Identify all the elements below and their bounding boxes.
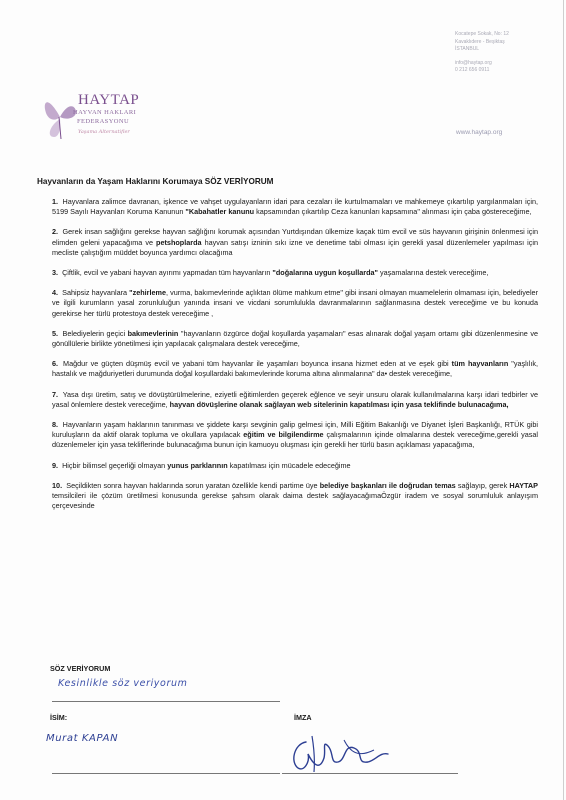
address-line: İSTANBUL: [455, 46, 480, 52]
pledge-label: SÖZ VERİYORUM: [50, 664, 111, 673]
handwritten-name: Murat KAPAN: [46, 733, 119, 744]
scan-edge: [563, 0, 564, 800]
pledge-line: [52, 701, 280, 702]
pledge-emphasis: "Kabahatler kanunu: [185, 207, 255, 217]
logo-subtitle-line2: FEDERASYONU: [77, 118, 130, 125]
pledge-text: kapatılması için mücadele edeceğime: [227, 460, 351, 470]
logo-subtitle-line1: HAYVAN HAKLARI: [73, 109, 137, 116]
address-line: 0 212 656 0911: [455, 67, 490, 73]
pledge-emphasis: "zehirleme: [129, 288, 167, 298]
name-label: İSİM:: [50, 713, 68, 722]
pledge-emphasis: bakımevlerinin: [127, 328, 179, 338]
pledge-number: 10.: [52, 480, 65, 490]
pledge-number: 9.: [52, 460, 61, 470]
pledge-text: Seçildikten sonra hayvan haklarında sorun yaratan özellikle kendi partime üye: [66, 480, 320, 490]
pledge-item: [52, 481, 538, 512]
pledge-text: Yasa dışı üretim, satış ve dövüştürülmelerine, eziyetli eğitimlerden geçerek eğlence ve seyir unsuru olarak kullanılmalarına karşı idari tedbirler ve yasal önlemlere destek vereceğime,: [52, 389, 539, 409]
pledge-item: [52, 288, 538, 319]
address-line: info@haytap.org: [455, 59, 492, 66]
pledge-item: [52, 227, 538, 258]
handwritten-pledge: Kesinlikle söz veriyorum: [58, 678, 188, 689]
pledge-emphasis: belediye başkanları ile doğrudan temas: [319, 480, 456, 490]
pledge-number: 5.: [52, 328, 61, 338]
pledge-number: 6.: [52, 359, 62, 369]
pledge-number: 7.: [52, 389, 61, 399]
pledge-item: [52, 461, 538, 471]
pledge-text: hayvan satışı izninin sıkı izne ve denetime tabi olması için gerekli yasal düzenlemeler yapılması için mecliste çalıştığım müddet boyunca yardımcı olacağıma: [52, 237, 538, 257]
pledge-item: [52, 420, 538, 451]
logo-tagline: Yaşama Alternatifler: [78, 129, 130, 135]
pledge-number: 4.: [52, 288, 61, 298]
pledge-number: 3.: [52, 268, 61, 278]
website-link[interactable]: www.haytap.org: [456, 129, 503, 136]
pledge-number: 1.: [52, 197, 61, 206]
pledge-emphasis: hayvan dövüşlerine olanak sağlayan web sitelerinin kapatılması için yasa teklifinde bulunacağıma,: [169, 399, 509, 409]
pledge-text: Gerek insan sağlığını gerekse hayvan sağlığını korumak açısından Yurtdışından ülkemize kaçak tüm evcil ve süs hayvanın girişinin önlenmesi için elimden geleni yapacağıma ve: [52, 227, 539, 247]
name-line: [52, 773, 280, 774]
pledge-text: Belediyelerin geçici: [62, 328, 128, 338]
pledge-item: [52, 390, 538, 410]
pledge-text: yaşamalarına destek vereceğime,: [378, 268, 489, 278]
pledge-text: , vurma, bakımevlerinde açlıktan ölüme mahkum etme" gibi insani olmayan muamelelerin olmaması için, belediyeler ve ilgili kurumların yasal zorunluluğun yanında insani ve vicdani sorumlulukla davranmalarının sağlanmasına destek vereceğime ve bu konuda gerekirse her türlü protestoya destek vereceğime ,: [52, 288, 539, 318]
pledge-text: Hiçbir bilimsel geçerliği olmayan: [62, 460, 168, 470]
pledge-text: Sahipsiz hayvanlara: [62, 288, 130, 298]
pledge-text: "hayvanların özgürce doğal koşullarda yaşamaları" esas alınarak doğal yaşam ortamı gibi düzenlenmesine ve gönüllülerie birlikte yönetilmesi için yapılacak çalışmalara destek vereceğime,: [52, 328, 538, 349]
butterfly-icon: [40, 87, 80, 147]
pledge-emphasis: petshoplarda: [156, 237, 202, 247]
pledge-text: "yaşlılık, hastalık ve mağduriyetleri durumunda doğal koşullardaki bakımevlerinde koruma altına alınmalarına" da• destek vereceğime,: [52, 359, 539, 379]
pledge-list: [52, 197, 538, 521]
pledge-item: [52, 329, 538, 349]
pledge-text: Mağdur ve güçten düşmüş evcil ve yabani tüm hayvanlar ile yaşamları boyunca insana hizmet eden at ve eşek gibi: [63, 359, 452, 369]
document-title: Hayvanların da Yaşam Haklarını Korumaya SÖZ VERİYORUM: [37, 177, 274, 186]
pledge-text: kapsamından çıkartılıp Ceza kanunları kapsamına" alınması için çaba göstereceğime,: [254, 207, 532, 217]
pledge-text: Çiftlik, evcil ve yabani hayvan ayırımı yapmadan tüm hayvanların: [62, 268, 273, 278]
pledge-item: [52, 197, 538, 217]
pledge-emphasis: HAYTAP: [509, 480, 538, 490]
pledge-number: 8.: [52, 420, 61, 430]
pledge-emphasis: "doğalarına uygun koşullarda": [272, 268, 378, 278]
pledge-emphasis: tüm hayvanların: [451, 359, 509, 369]
logo-name: HAYTAP: [78, 92, 140, 108]
pledge-text: sağlayıp, gerek: [455, 480, 510, 490]
pledge-text: Hayvanlara zalimce davranan, işkence ve vahşet uygulayanların idari para cezaları ile kurtulmamaları ve mahkemeye çıkartılıp yargılanmaları için, 5199 Sayılı Hayvanları Koruma Kanunun: [52, 197, 538, 217]
haytap-logo: [40, 87, 190, 147]
signature-line: [282, 773, 458, 774]
signature-icon: [284, 722, 404, 777]
address-block: [455, 31, 560, 75]
pledge-item: [52, 268, 538, 278]
pledge-text: Hayvanların yaşam haklarının tanınması ve şiddete karşı sevginin galip gelmesi için, Milli Eğitim Bakanlığı ve Diyanet İşleri Başkanlığı, RTÜK gibi kuruluşların da aktif olarak topluma ve okullara yapılacak: [52, 420, 538, 440]
address-line: Kavaklıdere - Beşiktaş: [455, 38, 505, 45]
pledge-text: çalışmalarının içinde olmalarına destek vereceğime,gerekli yasal düzenlemeler için yasa tekliflerinde bulunacağıma bunun için kamuoyu oluşması için gerekli her türlü basın açıklaması yapacağıma,: [52, 430, 538, 450]
pledge-text: temsilcileri ile çözüm üretilmesi konusunda gerekse şahsım olarak daima destek sağlayacağımaÖzgür iradem ve sosyal sorumluluk anlayışım çerçevesinde: [52, 491, 538, 511]
signature-label: İMZA: [294, 713, 312, 722]
address-line: Kocatepe Sokak, No: 12: [455, 31, 509, 37]
pledge-emphasis: eğitim ve bilgilendirme: [243, 430, 324, 440]
pledge-number: 2.: [52, 227, 61, 237]
pledge-item: [52, 359, 538, 379]
pledge-emphasis: yunus parklarının: [167, 460, 228, 470]
